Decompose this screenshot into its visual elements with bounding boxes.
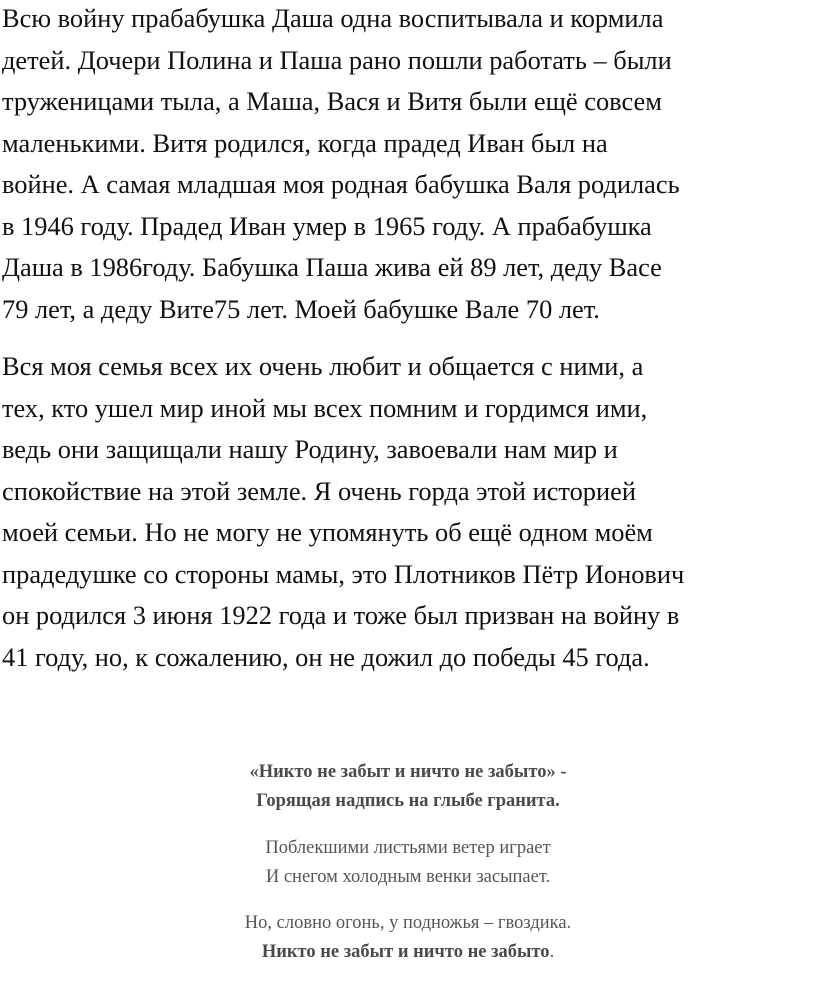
text-line: спокойствие на этой земле. Я очень горда этой историей	[2, 475, 636, 506]
text-line: в 1946 году. Прадед Иван умер в 1965 году. А прабабушка	[2, 210, 652, 241]
text-line: моей семьи. Но не могу не упомянуть об ещё одном моём	[2, 517, 653, 547]
poem-line-end-punct: .	[549, 942, 555, 962]
text-line: войне. А самая младшая моя родная бабушка Валя родилась	[2, 169, 680, 199]
poem-line-mixed	[0, 938, 816, 967]
poem-line: Поблекшими листьями ветер играет	[265, 838, 551, 858]
text-line: детей. Дочери Полина и Паша рано пошли работать – были	[2, 44, 672, 75]
poem-line: Горящая надпись на глыбе гранита.	[256, 791, 560, 811]
poem-line: Но, словно огонь, у подножья – гвоздика.	[244, 913, 572, 933]
poem-stanza-3	[0, 909, 816, 967]
paragraph-family-memory	[2, 346, 684, 678]
poem-line: И снегом холодным венки засыпает.	[265, 867, 551, 887]
poem-stanza-2	[0, 834, 816, 892]
text-line: прадедушке со стороны мамы, это Плотников Пётр Ионович	[2, 558, 685, 589]
text-line: ведь они защищали нашу Родину, завоевали нам мир и	[2, 434, 618, 464]
text-line: 41 году, но, к сожалению, он не дожил до победы 45 года.	[2, 641, 650, 672]
text-line: Всю войну прабабушка Даша одна воспитывала и кормила	[2, 3, 664, 33]
text-line: маленькими. Витя родился, когда прадед Иван был на	[2, 127, 608, 158]
text-line: Вся моя семья всех их очень любит и общается с ними, а	[2, 351, 644, 381]
poem-line-bold-part: Никто не забыт и ничто не забыто	[261, 942, 550, 962]
text-line: труженицами тыла, а Маша, Вася и Витя были ещё совсем	[2, 86, 662, 116]
paragraph-family-history	[2, 0, 680, 330]
text-line: 79 лет, а деду Вите75 лет. Моей бабушке Вале 70 лет.	[2, 293, 600, 324]
text-line: тех, кто ушел мир иной мы всех помним и гордимся ими,	[2, 392, 648, 423]
text-line: Даша в 1986году. Бабушка Паша жива ей 89 лет, деду Васе	[2, 252, 662, 282]
text-line: он родился 3 июня 1922 года и тоже был призван на войну в	[2, 600, 680, 630]
poem-line: «Никто не забыт и ничто не забыто» -	[249, 762, 567, 782]
poem-stanza-1	[0, 758, 816, 816]
